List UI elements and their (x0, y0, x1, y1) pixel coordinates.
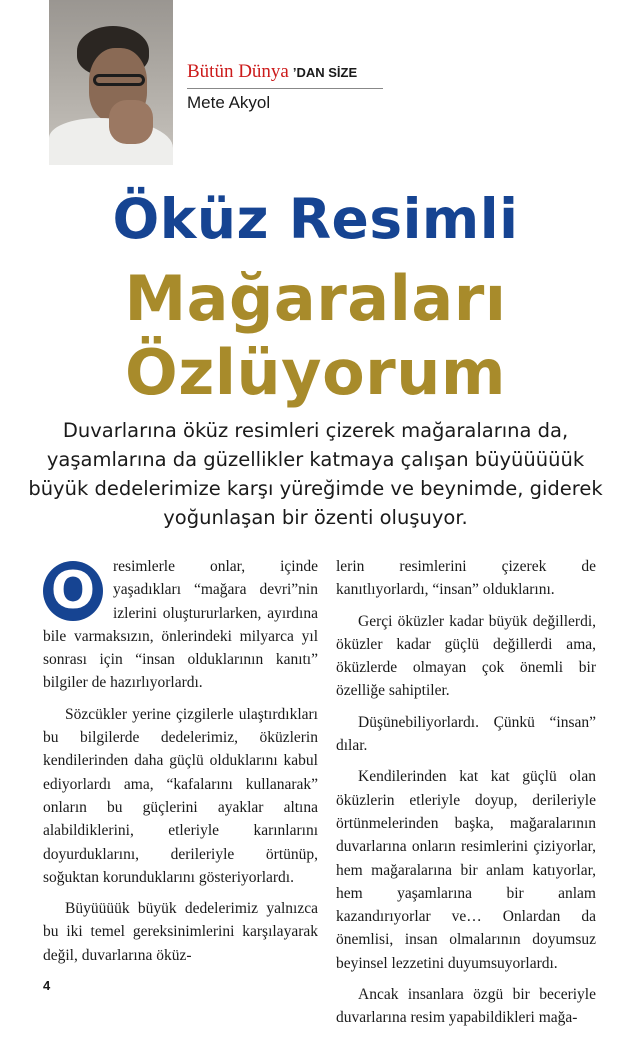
body-paragraph: Sözcükler yerine çizgilerle ulaştırdıkları bu bilgilerde dedelerimiz, öküzlerin kendilerinden daha güçlü olduklarını kabul ediyorlardı ama, “kafalarını kullanarak” onların bu güçlerini ayaklar altına alabildiklerini, etleriyle karınlarını doyurduklarını, derileriyle örtünüp, soğuktan korunduklarını gösteriyorlardı. (43, 705, 318, 886)
rubric-suffix: ’DAN SİZE (292, 65, 358, 80)
drop-cap: O (43, 561, 103, 621)
page-number: 4 (43, 978, 51, 993)
rubric-title: Bütün Dünya (187, 61, 289, 82)
column-rubric (187, 61, 357, 83)
body-paragraph: lerin resimlerini çizerek de kanıtlıyorlardı, “insan” olduklarını. (336, 558, 596, 599)
body-paragraph: Kendilerinden kat kat güçlü olan öküzlerin etleriyle doyup, derileriyle örtünmelerinden başka, mağaralarının duvarlarına onların resimlerini çiziyorlar, hem mağaralarına bir anlam katıyorlar, hem yaşamlarına bir anlam kazandırıyorlar ve… Onlardan da önemlisi, insan olmalarının doyumsuz beyinsel lezzetini duyumsuyorlardı. (336, 768, 596, 972)
article-lede: Duvarlarına öküz resimleri çizerek mağaralarına da, yaşamlarına da güzellikler katmaya çalışan büyüüüüük büyük dedelerimize karşı yüreğimde ve beynimde, giderek yoğunlaşan bir özenti oluşuyor. (28, 419, 603, 529)
body-paragraph: Büyüüüük büyük dedelerimiz yalnızca bu iki temel gereksinimlerini karşılayarak değil, duvarlarına öküz- (43, 900, 318, 964)
byline-divider (187, 88, 383, 89)
photo-hand (109, 100, 153, 144)
body-column-1 (43, 555, 318, 975)
body-paragraph: Gerçi öküzler kadar büyük değillerdi, öküzler kadar güçlü değillerdi ama, öküzlerde olmayan çok önemli bir özelliğe sahiptiler. (336, 612, 596, 700)
author-photo (49, 0, 173, 165)
body-paragraph: Ancak insanlara özgü bir beceriyle duvarlarına resim yapabildikleri mağa- (336, 986, 596, 1027)
body-paragraph: Düşünebiliyorlardı. Çünkü “insan” dılar. (336, 713, 596, 755)
article-title-line-3: Özlüyorum (124, 336, 506, 409)
author-name: Mete Akyol (187, 93, 271, 112)
body-column-2 (336, 555, 596, 1038)
article-title-line-2: Mağaraları (124, 262, 507, 335)
body-paragraph: resimlerle onlar, içinde yaşadıkları “mağara devri”nin izlerini oluştururlarken, ayırdına bile varmaksızın, önlerindeki milyarca yıl sonrası için “insan olduklarının kanıtı” bilgiler de hazırlıyorlardı. (43, 558, 318, 692)
article-title-line-1: Öküz Resimli (112, 187, 519, 251)
photo-glasses (93, 74, 145, 86)
